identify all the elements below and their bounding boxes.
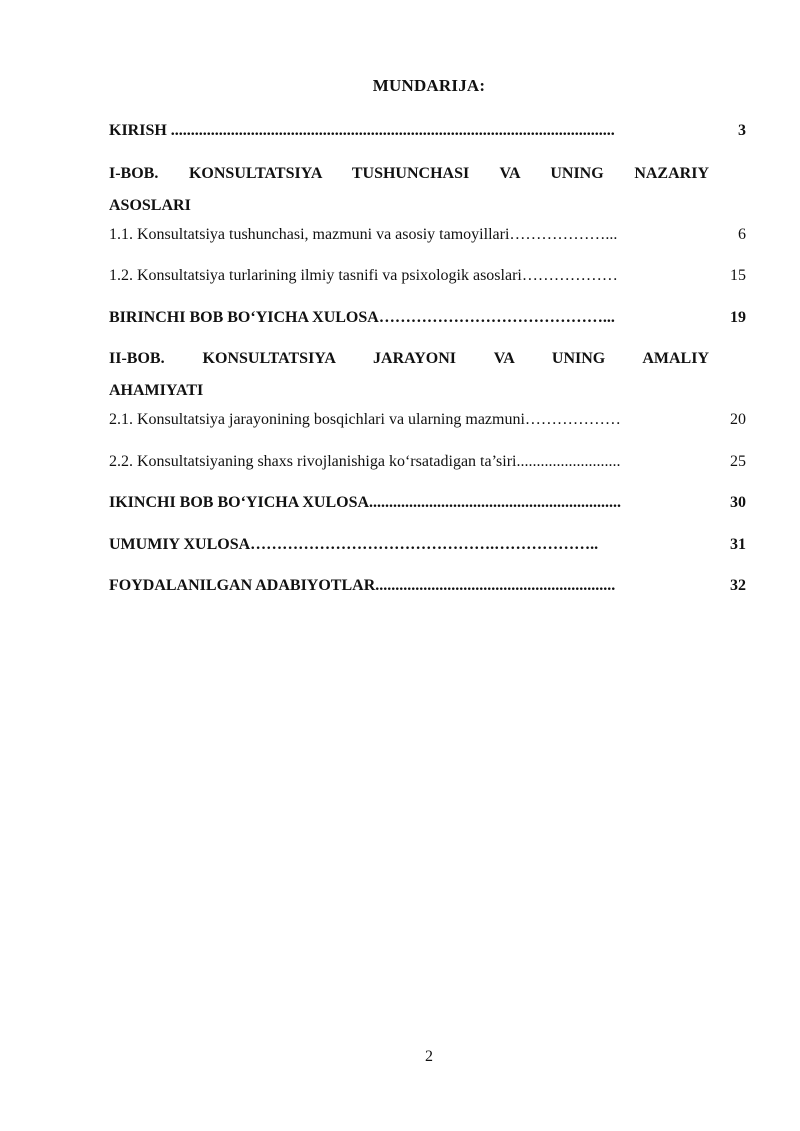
toc-chapter-1-heading[interactable]: [109, 158, 709, 222]
page-number: 2: [425, 1048, 433, 1065]
toc-entry-text: IKINCHI BOB BO‘YICHA XULOSA...............................................................: [109, 494, 622, 511]
toc-entry-1-1[interactable]: [109, 224, 746, 246]
toc-entry-2-2[interactable]: [109, 451, 746, 473]
toc-entry-page: 25: [730, 453, 746, 470]
toc-title: MUNDARIJA:: [372, 76, 486, 95]
toc-entry-page: 20: [730, 411, 746, 428]
toc-entry-text: UMUMIY XULOSA……………………………………….………………..: [109, 536, 599, 553]
toc-entry-page: 32: [730, 577, 746, 594]
toc-entry-chapter-2-conclusion[interactable]: [109, 492, 746, 514]
chapter-heading-line: I-BOB. KONSULTATSIYA TUSHUNCHASI VA UNING NAZARIY: [109, 165, 709, 182]
toc-chapter-2-heading[interactable]: [109, 343, 709, 407]
toc-entry-page: 6: [738, 226, 746, 243]
toc-entry-kirish[interactable]: [109, 120, 746, 142]
toc-entry-page: 30: [730, 494, 746, 511]
toc-entry-text: 2.2. Konsultatsiyaning shaxs rivojlanishiga ko‘rsatadigan ta’siri..........................: [109, 453, 621, 470]
toc-entry-text: 1.2. Konsultatsiya turlarining ilmiy tasnifi va psixologik asoslari………………: [109, 267, 618, 284]
toc-entry-text: KIRISH ...............................................................................................................: [109, 122, 615, 139]
toc-entry-text: 2.1. Konsultatsiya jarayonining bosqichlari va ularning mazmuni………………: [109, 411, 621, 428]
toc-entry-text: 1.1. Konsultatsiya tushunchasi, mazmuni va asosiy tamoyillari………………...: [109, 226, 618, 243]
toc-entry-2-1[interactable]: [109, 409, 746, 431]
toc-entry-page: 15: [730, 267, 746, 284]
chapter-heading-line: ASOSLARI: [109, 197, 191, 214]
toc-entry-page: 19: [730, 309, 746, 326]
toc-entry-references[interactable]: [109, 575, 746, 597]
toc-entry-chapter-1-conclusion[interactable]: [109, 307, 746, 329]
toc-entry-page: 31: [730, 536, 746, 553]
toc-entry-page: 3: [738, 122, 746, 139]
chapter-heading-line: II-BOB. KONSULTATSIYA JARAYONI VA UNING AMALIY: [109, 350, 709, 367]
toc-entry-1-2[interactable]: [109, 265, 746, 287]
toc-entry-text: BIRINCHI BOB BO‘YICHA XULOSA……………………………………...: [109, 309, 615, 326]
toc-entry-text: FOYDALANILGAN ADABIYOTLAR............................................................: [109, 577, 616, 594]
chapter-heading-line: AHAMIYATI: [109, 382, 204, 399]
toc-entry-general-conclusion[interactable]: [109, 534, 746, 556]
